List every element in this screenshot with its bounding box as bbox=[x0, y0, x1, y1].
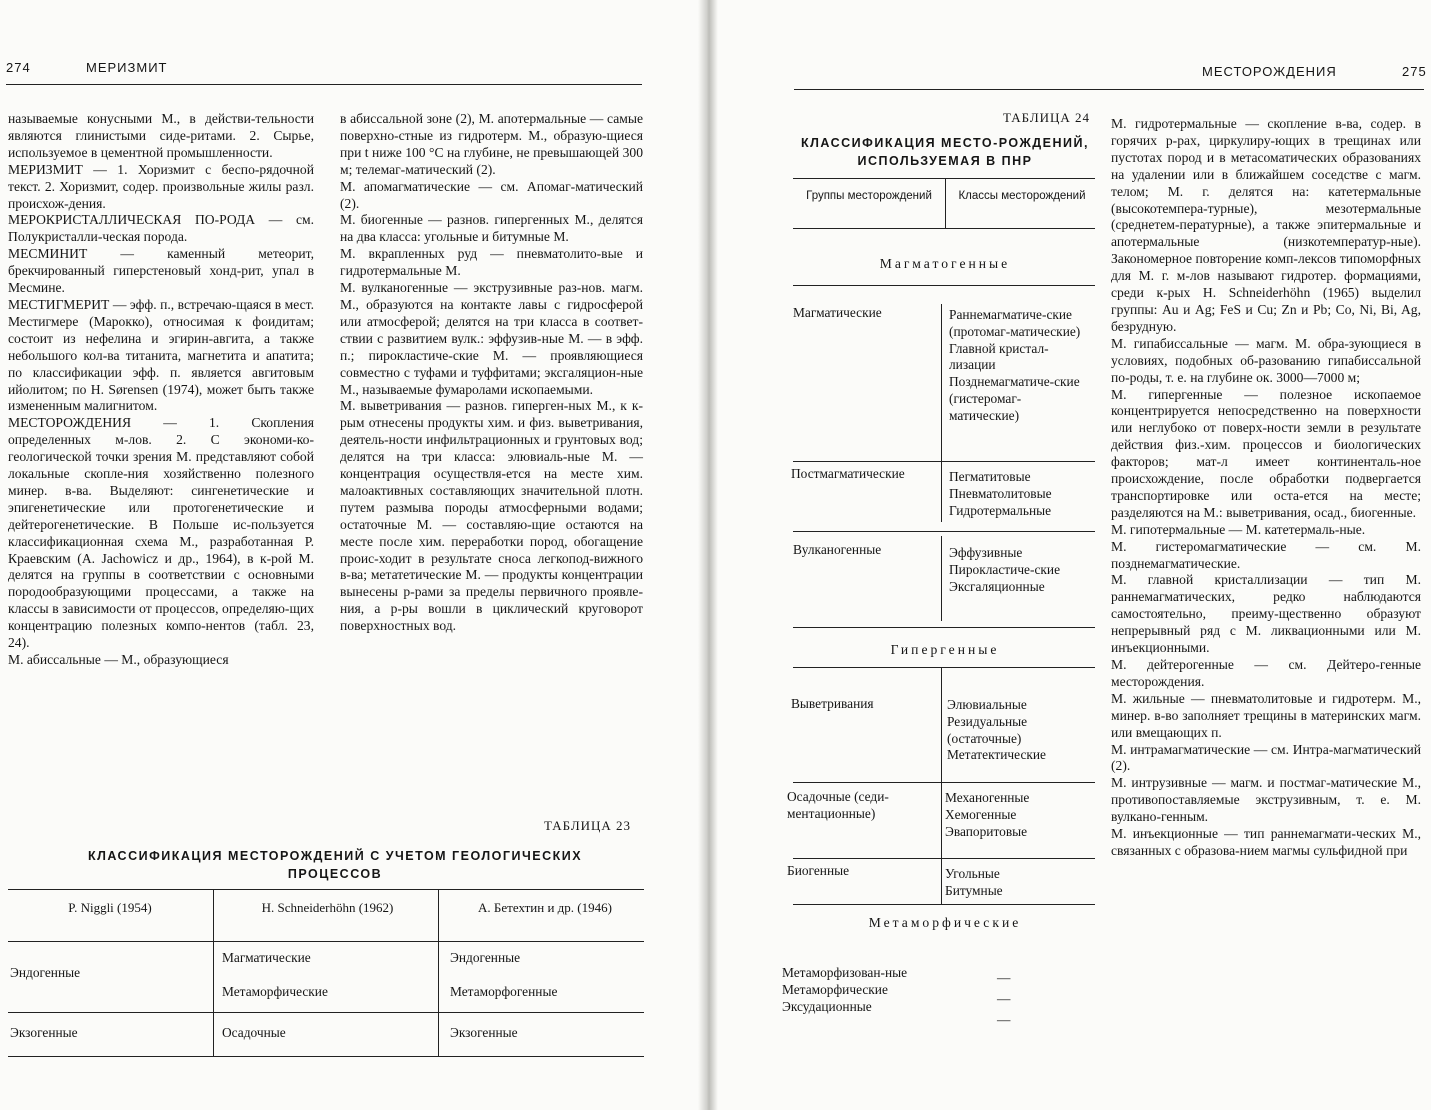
table-23-col-rule bbox=[438, 889, 439, 1056]
table-cell: Постмагматические bbox=[791, 466, 905, 481]
table-cell: Раннемагматиче-ские (протомаг-матические) Главной кристал-лизации Позднемагматиче-ские (гистеромаг-матические) bbox=[949, 307, 1081, 423]
table-cell: Угольные Битумные bbox=[945, 866, 1003, 898]
table-cell: Метаморфические bbox=[222, 984, 328, 999]
header-rule-left bbox=[6, 84, 642, 85]
table-cell: Элювиальные Резидуальные (остаточные) Метатектические bbox=[947, 697, 1046, 763]
right-page bbox=[715, 0, 1431, 1110]
table-23-header-rule bbox=[8, 941, 644, 942]
entry-zhilnye: М. жильные — пневматолитовые и гидротерм. М., минер. в-во заполняет трещины в материнских магм. или вмещающих п. bbox=[1111, 690, 1421, 740]
header-rule-right bbox=[794, 89, 1424, 90]
entry-gidrotermalnye: М. гидротермальные — скопление в-ва, содер. в горячих р-рах, циркулиру-ющих в трещинах или пустотах пород и в метасоматических образованиях на удалении или в ближайшем соседстве с магм. телом; М. г. делятся на: катетермальные (высокотемпера-турные), мезотермальные (среднетем-пературные), а также эпитермальные и апотермальные (низкотемператур-ные). Закономерное повторение комп-лексов типоморфных для М. г. м-лов называют гидротер. формациями, среди к-рых H. Schneiderhöhn (1965) выделил группы: Au и Ag; FeS и Cu; Zn и Pb; Co, Ni, Bi, Ag, безрудную. bbox=[1111, 116, 1421, 334]
table-24-rule bbox=[793, 461, 1095, 462]
table-cell: Пегматитовые Пневматолитовые Гидротермальные bbox=[949, 469, 1052, 518]
entry-merizmit: МЕРИЗМИТ — 1. Хоризмит с беспо-рядочной текст. 2. Хоризмит, содер. произвольные жилы разл. происхож-дения. bbox=[8, 161, 314, 211]
table-24-header-col-rule bbox=[945, 178, 946, 228]
entry-intramagmaticheskie: М. интрамагматические — см. Интра-магматический (2). bbox=[1111, 741, 1421, 774]
table-23-caption: ТАБЛИЦА 23 bbox=[544, 818, 632, 833]
left-column-1 bbox=[8, 111, 314, 669]
table-24-section-gipergennye: Гипергенные bbox=[890, 642, 1000, 657]
table-cell: Экзогенные bbox=[450, 1025, 518, 1040]
table-cell: Осадочные bbox=[222, 1025, 286, 1040]
entry-text: называемые конусными М., в действи-тельности являются глинистыми сиде-ритами. 2. Сырье, используемое в цементной промышленности. bbox=[8, 111, 314, 160]
table-24-col-rule bbox=[941, 304, 942, 461]
table-24-rule bbox=[793, 782, 1095, 783]
table-24-caption: ТАБЛИЦА 24 bbox=[1003, 110, 1091, 125]
entry-biogennye: М. биогенные — разнов. гипергенных М., делятся на два класса: угольные и битумные М. bbox=[340, 212, 643, 245]
entry-mesminit: МЕСМИНИТ — каменный метеорит, брекчированный гиперстеновый хонд-рит, упал в Месмине. bbox=[8, 246, 314, 296]
right-column bbox=[1111, 116, 1421, 860]
table-cell: Экзогенные bbox=[10, 1025, 78, 1040]
table-23-top-rule bbox=[8, 889, 644, 890]
entry-mestorozhdeniya: МЕСТОРОЖДЕНИЯ — 1. Скопления определенных м-лов. 2. С экономи-ко-геологической точки зрения М. представляют собой локальные скопле-ния хозяйственно полезного минер. в-ва. Выделяют: сингенетические и эпигенетические или протогенетические и дейтерогенетические. В Польше ис-пользуется классификационная схема М., разработанная Р. Краевским (A. Jachowicz и др., 1964), в к-рой М. делятся на группы в соответствии с основными породообразующими процессами, а также на классы в зависимости от процессов, определяю-щих концентрацию полезных компо-нентов (табл. 23, 24). bbox=[8, 415, 314, 651]
table-24-col-rule bbox=[941, 858, 942, 904]
table-cell: Эндогенные bbox=[450, 950, 521, 965]
entry-gisteromagmaticheskie: М. гистеромагматические — см. М. позднемагматические. bbox=[1111, 538, 1421, 571]
table-cell: Выветривания bbox=[791, 696, 874, 711]
table-cell: Метаморфизован-ные Метаморфические Эксудационные bbox=[782, 965, 908, 1014]
page-number-left: 274 bbox=[6, 60, 31, 75]
entry-gipabissalnye: М. гипабиссальные — магм. М. обра-зующиеся в условиях, подобных об-разованию гипабиссальной по-роды, т. е. на глубине ок. 3000—7000 м; bbox=[1111, 335, 1421, 385]
table-cell-dash: — — — bbox=[997, 970, 1011, 1027]
table-24-title: КЛАССИФИКАЦИЯ МЕСТО-РОЖДЕНИЙ, ИСПОЛЬЗУЕМАЯ В ПНР bbox=[801, 136, 1089, 168]
running-head-right: МЕСТОРОЖДЕНИЯ bbox=[1202, 64, 1337, 79]
table-24-rule bbox=[793, 531, 1095, 532]
entry-apomagmaticheskie: М. апомагматические — см. Апомаг-матический (2). bbox=[340, 178, 643, 211]
table-23-bottom-rule bbox=[8, 1056, 644, 1057]
page-number-right: 275 bbox=[1402, 64, 1427, 79]
left-page bbox=[0, 0, 700, 1110]
table-24-rule bbox=[793, 858, 1095, 859]
entry-gipotermalnye: М. гипотермальные — М. катетермаль-ные. bbox=[1111, 521, 1366, 537]
table-23-row-rule bbox=[8, 1012, 644, 1013]
entry-text: в абиссальной зоне (2), М. апотермальные — самые поверхно-стные из гидротерм. М., образую-щиеся при t ниже 100 °С на глубине, не превышающей 300 м; телемаг-матический (2). bbox=[340, 111, 643, 177]
table-cell: Вулканогенные bbox=[793, 542, 882, 557]
entry-merokristallicheskaya: МЕРОКРИСТАЛЛИЧЕСКАЯ ПО-РОДА — см. Полукристалли-ческая порода. bbox=[8, 212, 314, 245]
entry-abissalnye: М. абиссальные — М., образующиеся bbox=[8, 652, 229, 667]
table-23-header-schneiderhohn: H. Schneiderhöhn (1962) bbox=[261, 900, 394, 915]
table-24-rule bbox=[793, 627, 1095, 628]
left-column-2 bbox=[340, 111, 643, 635]
entry-intruzivnye: М. интрузивные — магм. и постмаг-матические М., противопоставляемые экструзивным, т. е. М. вулкано-генным. bbox=[1111, 775, 1421, 825]
table-cell: Магматические bbox=[793, 305, 882, 320]
entry-inektsionnye: М. инъекционные — тип раннемагмати-ческих М., связанных с образова-нием магмы сульфидной при bbox=[1111, 826, 1421, 858]
table-cell: Биогенные bbox=[787, 863, 850, 878]
table-24-section-magmatogennye: Магматогенные bbox=[879, 256, 1011, 271]
table-cell: Механогенные Хемогенные Эвапоритовые bbox=[945, 790, 1030, 839]
table-23-col-rule bbox=[213, 889, 214, 1056]
table-cell: Эффузивные Пирокластиче-ские Эксгаляционные bbox=[949, 545, 1061, 594]
table-23-header-niggli: P. Niggli (1954) bbox=[68, 900, 152, 915]
table-cell: Магматические bbox=[222, 950, 311, 965]
table-24-rule bbox=[793, 667, 1095, 668]
table-24-col-rule bbox=[941, 782, 942, 858]
entry-vyvetrivaniya: М. выветривания — разнов. гиперген-ных М., к к-рым отнесены продукты хим. и физ. выветривания, деятель-ности инфильтрационных и грунтовых вод; делятся на три класса: элювиаль-ные М. — концентрация осуществля-ется на месте хим. малоактивных составляющих значительной плотн. путем размыва породы атмосферными водами; остаточные М. — составляю-щие остаются на месте после хим. переработки пород, обогащение проис-ходит в результате сноса легкопод-вижного в-ва; метатетические М. — продукты концентрации вынесены р-рами за пределы первичного проявле-ния, а р-ры вошли в циклический круговорот поверхностных вод. bbox=[340, 398, 643, 634]
entry-gipergennye: М. гипергенные — полезное ископаемое концентрируется непосредственно на поверхности или неглубоко от поверх-ности земли в результате действия физ.-хим. процессов и биологических факторов; мат-л имеет континенталь-ное происхождение, после обработки подвергается транспортировке или оста-ется на месте; разделяются на М.: выветривания, осад., биогенные. bbox=[1111, 386, 1421, 520]
table-24-top-rule bbox=[793, 178, 1095, 179]
table-23-title: КЛАССИФИКАЦИЯ МЕСТОРОЖДЕНИЙ С УЧЕТОМ ГЕОЛОГИЧЕСКИХ ПРОЦЕССОВ bbox=[87, 849, 583, 881]
entry-mestigmerit: МЕСТИГМЕРИТ — эфф. п., встречаю-щаяся в мест. Местигмере (Марокко), относимая к фоидитам; состоит из нефелина и эгирин-авгита, а также небольшого кол-ва титанита, магнетита и апатита; по классификации эфф. п. является авгитовым ийолитом; по H. Sørensen (1974), может быть также измененным малигнитом. bbox=[8, 296, 314, 414]
table-24-rule bbox=[793, 285, 1095, 286]
table-24-header-rule bbox=[793, 228, 1095, 229]
entry-deyterogennye: М. дейтерогенные — см. Дейтеро-генные месторождения. bbox=[1111, 657, 1421, 689]
table-24-col-rule bbox=[941, 667, 942, 782]
table-cell: Метаморфогенные bbox=[450, 984, 558, 999]
table-24-header-classes: Классы месторождений bbox=[958, 190, 1086, 202]
table-24-header-groups: Группы месторождений bbox=[806, 190, 932, 202]
entry-vulkanogennye: М. вулканогенные — экструзивные раз-нов. магм. М., образуются на контакте лавы с гидросферой или атмосферой; делятся на три класса в соответ-ствии с развитием вулк.: эффузив-ные М. — в эфф. п.; пирокластиче-ские М. — проявляющиеся совместно с туфами и туффитами; эксгаляцион-ные М., называемые фумаролами ископаемыми. bbox=[340, 280, 643, 397]
table-23-header-betekhtin: А. Бетехтин и др. (1946) bbox=[478, 900, 612, 915]
table-24-section-metamorficheskie: Метаморфические bbox=[868, 915, 1022, 930]
table-24-rule bbox=[793, 904, 1095, 905]
table-24-col-rule bbox=[941, 536, 942, 621]
table-cell: Эндогенные bbox=[10, 965, 81, 980]
entry-glavnoy-kristallizatsii: М. главной кристаллизации — тип М. раннемагматических, редко наблюдаются самостоятельно, преиму-щественно образуют непрерывный ряд с М. ликвационными или М. инъекционными. bbox=[1111, 572, 1421, 656]
table-cell: Осадочные (седи-ментационные) bbox=[787, 789, 889, 821]
running-head-left: МЕРИЗМИТ bbox=[86, 60, 168, 75]
entry-vkraplennykh-rud: М. вкрапленных руд — пневматолито-вые и гидротермальные М. bbox=[340, 246, 643, 279]
